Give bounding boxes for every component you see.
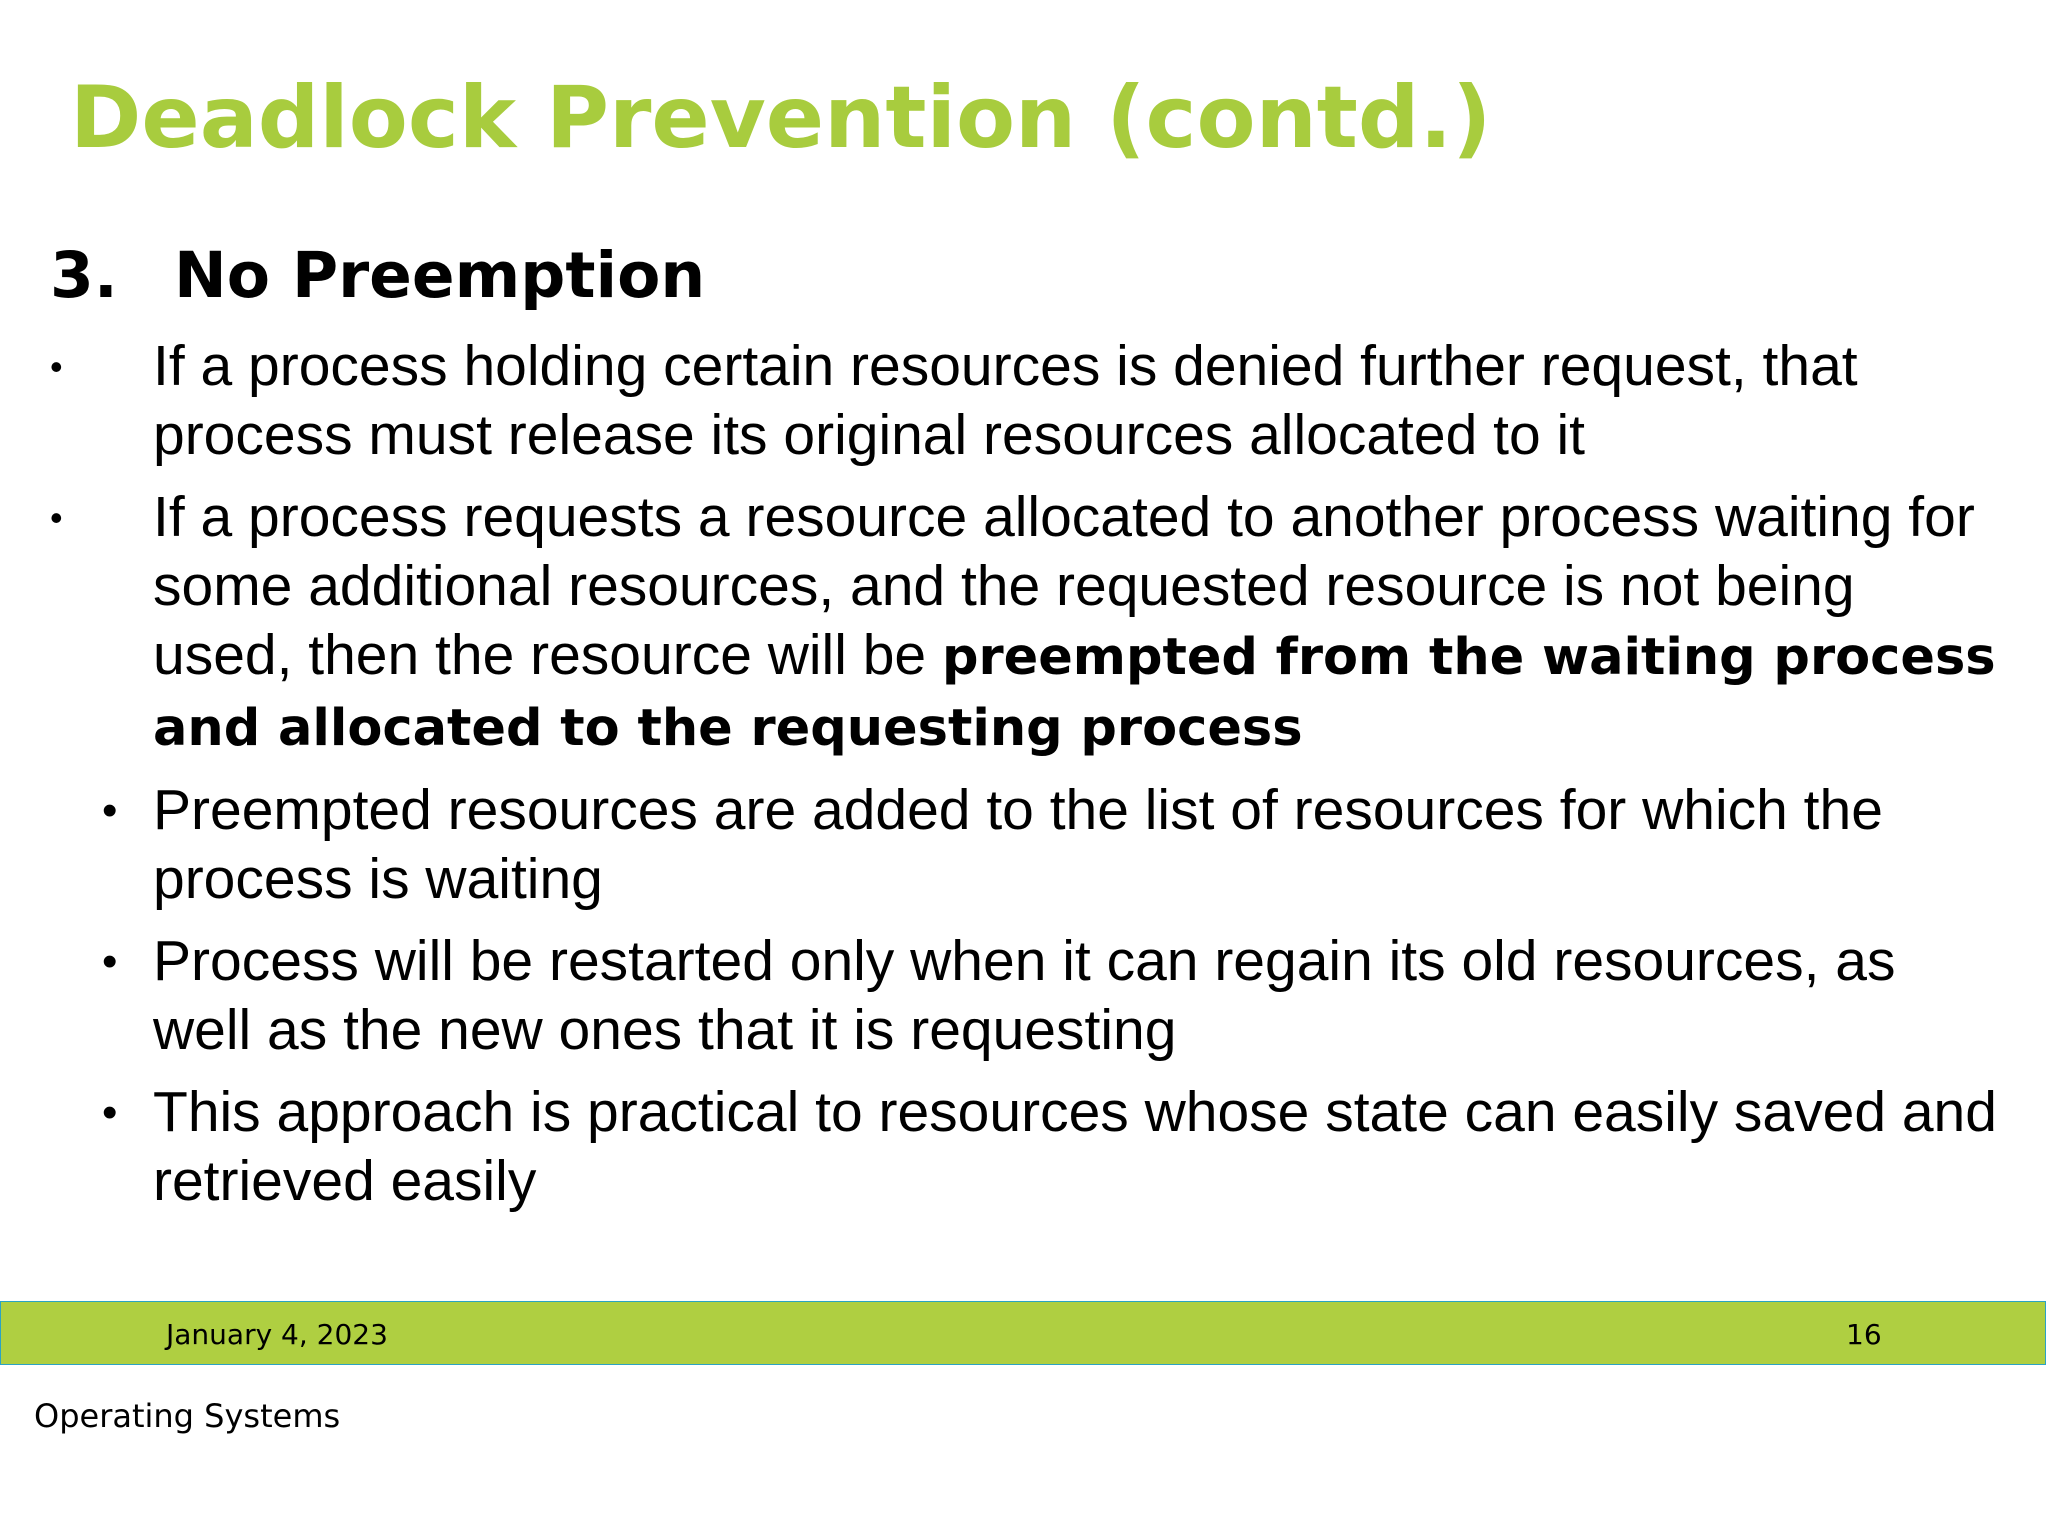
bullet-dot: • xyxy=(102,786,118,835)
bullet-text: This approach is practical to resources whose state can easily saved and retrieved easily xyxy=(153,1080,1997,1213)
section-heading xyxy=(50,232,705,320)
bullet-item xyxy=(0,483,2048,763)
bullet-dot: • xyxy=(50,346,63,387)
sub-bullet-item xyxy=(0,1078,2048,1216)
sub-bullet-item xyxy=(0,776,2048,914)
bullet-dot: • xyxy=(102,937,118,986)
section-heading-text: No Preemption xyxy=(174,239,706,312)
sub-bullet-item xyxy=(0,927,2048,1065)
footer-date: January 4, 2023 xyxy=(166,1318,388,1351)
bullet-text: If a process requests a resource allocated to another process waiting for some additional resources, and the requested resource is not being used, then the resource will be xyxy=(153,485,1975,687)
bullet-text: Preempted resources are added to the list of resources for which the process is waiting xyxy=(153,778,1883,911)
bullet-dot: • xyxy=(102,1088,118,1137)
bullet-list xyxy=(0,332,2048,1229)
page-number: 16 xyxy=(1846,1318,1882,1351)
bullet-item xyxy=(0,332,2048,470)
bullet-text: If a process holding certain resources is denied further request, that process must release its original resources allocated to it xyxy=(153,334,1858,467)
bullet-text: Process will be restarted only when it can regain its old resources, as well as the new ones that it is requesting xyxy=(153,929,1896,1062)
course-name: Operating Systems xyxy=(34,1397,341,1435)
slide-title: Deadlock Prevention (contd.) xyxy=(70,68,1492,168)
section-number: 3. xyxy=(50,239,118,312)
bullet-bold-text: preempted from the waiting process and allocated to the requesting process xyxy=(153,628,1996,758)
bullet-dot: • xyxy=(50,497,63,538)
